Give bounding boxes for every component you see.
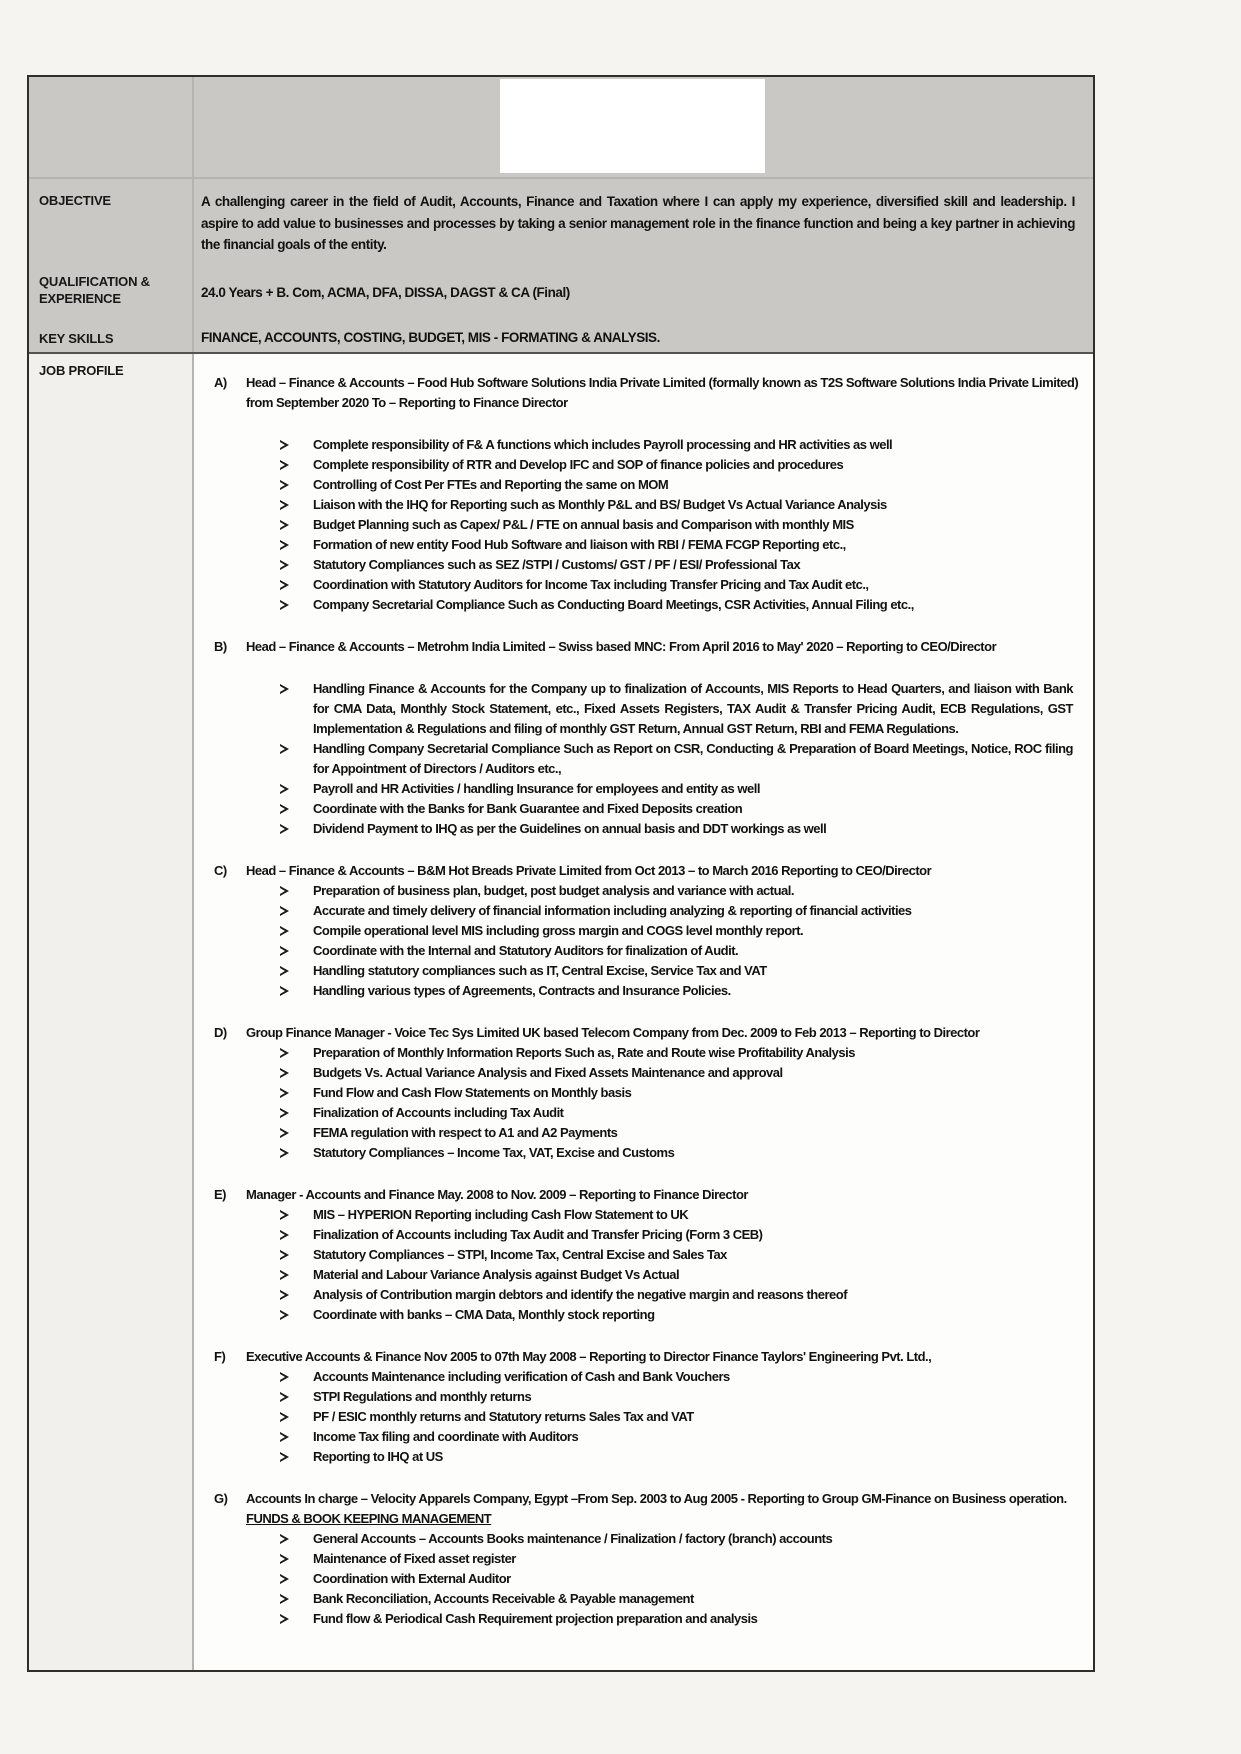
bullet-text: STPI Regulations and monthly returns <box>313 1389 532 1404</box>
bullet-text: Reporting to IHQ at US <box>313 1449 443 1464</box>
section-head <box>194 861 1093 881</box>
bullet-item <box>279 475 1093 495</box>
section-f <box>194 1347 1093 1467</box>
bullet-item <box>279 1083 1093 1103</box>
bullet-item <box>279 555 1093 575</box>
section-title: Head – Finance & Accounts – Metrohm India Limited – Swiss based MNC: From April 2016 to May' 2020 – Reporting to CEO/Director <box>246 639 997 654</box>
section-head <box>194 373 1093 413</box>
arrow-bullet-icon <box>279 455 313 475</box>
bullet-text: Handling various types of Agreements, Contracts and Insurance Policies. <box>313 983 731 998</box>
bullet-item <box>279 1225 1093 1245</box>
bullet-text: MIS – HYPERION Reporting including Cash Flow Statement to UK <box>313 1207 689 1222</box>
bullet-item <box>279 1529 1093 1549</box>
section-letter: C) <box>214 863 227 878</box>
arrow-bullet-icon <box>279 1305 313 1325</box>
section-letter: B) <box>214 639 227 654</box>
arrow-bullet-icon <box>279 941 313 961</box>
arrow-bullet-icon <box>279 1427 313 1447</box>
bullet-item <box>279 1043 1093 1063</box>
arrow-bullet-icon <box>279 1143 313 1163</box>
bullet-text: Coordinate with banks – CMA Data, Monthly stock reporting <box>313 1307 655 1322</box>
bullet-item <box>279 779 1093 799</box>
arrow-bullet-icon <box>279 535 313 555</box>
header-content-cell <box>192 77 1093 177</box>
arrow-bullet-icon <box>279 799 313 819</box>
bullet-text: Preparation of business plan, budget, post budget analysis and variance with actual. <box>313 883 794 898</box>
bullet-item <box>279 1063 1093 1083</box>
bullet-list <box>279 881 1093 1001</box>
section-head <box>194 637 1093 657</box>
job-profile-label: JOB PROFILE <box>39 363 124 378</box>
arrow-bullet-icon <box>279 961 313 981</box>
bullet-item <box>279 981 1093 1001</box>
bullet-item <box>279 901 1093 921</box>
bullet-item <box>279 1367 1093 1387</box>
bullet-item <box>279 1407 1093 1427</box>
bullet-list <box>279 1529 1093 1629</box>
objective-text: A challenging career in the field of Audit, Accounts, Finance and Taxation where I can apply my experience, diversified skill and leadership. I aspire to add value to businesses and processes by taking a senior management role in the finance function and being a key partner in achieving the financial goals of the entity. <box>201 194 1075 252</box>
section-subheading: FUNDS & BOOK KEEPING MANAGEMENT <box>246 1511 492 1526</box>
section-title: Executive Accounts & Finance Nov 2005 to 07th May 2008 – Reporting to Director Finance Taylors' Engineering Pvt. Ltd., <box>246 1349 932 1364</box>
bullet-list <box>279 1367 1093 1467</box>
arrow-bullet-icon <box>279 1569 313 1589</box>
arrow-bullet-icon <box>279 475 313 495</box>
arrow-bullet-icon <box>279 1285 313 1305</box>
bullet-text: Complete responsibility of RTR and Develop IFC and SOP of finance policies and procedures <box>313 457 844 472</box>
bullet-item <box>279 739 1093 779</box>
arrow-bullet-icon <box>279 1367 313 1387</box>
bullet-text: Statutory Compliances such as SEZ /STPI / Customs/ GST / PF / ESI/ Professional Tax <box>313 557 801 572</box>
key-skills-label: KEY SKILLS <box>39 331 114 346</box>
bullet-item <box>279 961 1093 981</box>
bullet-item <box>279 1123 1093 1143</box>
arrow-bullet-icon <box>279 1387 313 1407</box>
section-head <box>194 1489 1093 1509</box>
bullet-text: Accurate and timely delivery of financial information including analyzing & reporting of financial activities <box>313 903 912 918</box>
arrow-bullet-icon <box>279 679 313 739</box>
bullet-item <box>279 819 1093 839</box>
section-title: Accounts In charge – Velocity Apparels Company, Egypt –From Sep. 2003 to Aug 2005 - Reporting to Group GM-Finance on Business operation. <box>246 1491 1067 1506</box>
arrow-bullet-icon <box>279 1589 313 1609</box>
bullet-item <box>279 595 1093 615</box>
bullet-item <box>279 1609 1093 1629</box>
arrow-bullet-icon <box>279 515 313 535</box>
section-d <box>194 1023 1093 1163</box>
arrow-bullet-icon <box>279 555 313 575</box>
bullet-text: Statutory Compliances – Income Tax, VAT, Excise and Customs <box>313 1145 675 1160</box>
bullet-text: FEMA regulation with respect to A1 and A2 Payments <box>313 1125 618 1140</box>
bullet-item <box>279 435 1093 455</box>
bullet-item <box>279 455 1093 475</box>
arrow-bullet-icon <box>279 901 313 921</box>
section-head <box>194 1185 1093 1205</box>
resume-document-table <box>27 75 1095 1672</box>
job-profile-content-cell <box>192 354 1093 1670</box>
bullet-text: Coordinate with the Banks for Bank Guarantee and Fixed Deposits creation <box>313 801 743 816</box>
bullet-text: Statutory Compliances – STPI, Income Tax, Central Excise and Sales Tax <box>313 1247 727 1262</box>
arrow-bullet-icon <box>279 779 313 799</box>
arrow-bullet-icon <box>279 595 313 615</box>
bullet-item <box>279 1285 1093 1305</box>
bullet-item <box>279 495 1093 515</box>
info-content-cell <box>192 179 1093 352</box>
section-title: Head – Finance & Accounts – B&M Hot Breads Private Limited from Oct 2013 – to March 2016 Reporting to CEO/Director <box>246 863 932 878</box>
arrow-bullet-icon <box>279 435 313 455</box>
bullet-text: Coordination with External Auditor <box>313 1571 511 1586</box>
arrow-bullet-icon <box>279 1549 313 1569</box>
arrow-bullet-icon <box>279 1063 313 1083</box>
bullet-item <box>279 1245 1093 1265</box>
bullet-item <box>279 1103 1093 1123</box>
bullet-item <box>279 535 1093 555</box>
arrow-bullet-icon <box>279 1529 313 1549</box>
bullet-text: Dividend Payment to IHQ as per the Guidelines on annual basis and DDT workings as well <box>313 821 827 836</box>
bullet-item <box>279 1265 1093 1285</box>
section-g <box>194 1489 1093 1629</box>
bullet-text: Finalization of Accounts including Tax Audit and Transfer Pricing (Form 3 CEB) <box>313 1227 763 1242</box>
bullet-item <box>279 575 1093 595</box>
bullet-item <box>279 1305 1093 1325</box>
key-skills-text: FINANCE, ACCOUNTS, COSTING, BUDGET, MIS - FORMATING & ANALYSIS. <box>201 330 660 345</box>
arrow-bullet-icon <box>279 1407 313 1427</box>
bullet-item <box>279 1569 1093 1589</box>
section-a <box>194 373 1093 615</box>
redacted-name-box <box>500 79 765 173</box>
arrow-bullet-icon <box>279 1083 313 1103</box>
section-head <box>194 1023 1093 1043</box>
bullet-text: PF / ESIC monthly returns and Statutory returns Sales Tax and VAT <box>313 1409 694 1424</box>
info-labels-cell <box>29 179 192 352</box>
bullet-item <box>279 941 1093 961</box>
section-letter: A) <box>214 375 227 390</box>
arrow-bullet-icon <box>279 1103 313 1123</box>
bullet-text: Formation of new entity Food Hub Software and liaison with RBI / FEMA FCGP Reporting etc., <box>313 537 846 552</box>
bullet-item <box>279 1549 1093 1569</box>
bullet-item <box>279 881 1093 901</box>
bullet-text: Budget Planning such as Capex/ P&L / FTE on annual basis and Comparison with monthly MIS <box>313 517 854 532</box>
section-c <box>194 861 1093 1001</box>
section-head <box>194 1347 1093 1367</box>
bullet-text: Handling Company Secretarial Compliance Such as Report on CSR, Conducting & Preparation of Board Meetings, Notice, ROC filing for Appointment of Directors / Auditors etc., <box>313 741 1073 776</box>
bullet-item <box>279 1589 1093 1609</box>
bullet-list <box>279 1205 1093 1325</box>
bullet-text: Company Secretarial Compliance Such as Conducting Board Meetings, CSR Activities, Annual Filing etc., <box>313 597 914 612</box>
bullet-text: Payroll and HR Activities / handling Insurance for employees and entity as well <box>313 781 760 796</box>
arrow-bullet-icon <box>279 739 313 779</box>
bullet-item <box>279 679 1093 739</box>
arrow-bullet-icon <box>279 575 313 595</box>
bullet-text: Fund Flow and Cash Flow Statements on Monthly basis <box>313 1085 632 1100</box>
arrow-bullet-icon <box>279 495 313 515</box>
arrow-bullet-icon <box>279 881 313 901</box>
bullet-text: Preparation of Monthly Information Reports Such as, Rate and Route wise Profitability Analysis <box>313 1045 855 1060</box>
arrow-bullet-icon <box>279 819 313 839</box>
bullet-item <box>279 1447 1093 1467</box>
arrow-bullet-icon <box>279 981 313 1001</box>
section-title: Head – Finance & Accounts – Food Hub Software Solutions India Private Limited (formally known as T2S Software Solutions India Private Limited) from September 2020 To – Reporting to Finance Director <box>246 375 1079 410</box>
section-title: Manager - Accounts and Finance May. 2008 to Nov. 2009 – Reporting to Finance Director <box>246 1187 748 1202</box>
bullet-text: Accounts Maintenance including verification of Cash and Bank Vouchers <box>313 1369 730 1384</box>
qualification-label: QUALIFICATION & EXPERIENCE <box>39 274 150 306</box>
section-letter: E) <box>214 1187 226 1202</box>
arrow-bullet-icon <box>279 1265 313 1285</box>
bullet-text: Controlling of Cost Per FTEs and Reporting the same on MOM <box>313 477 669 492</box>
bullet-text: Coordinate with the Internal and Statutory Auditors for finalization of Audit. <box>313 943 739 958</box>
section-e <box>194 1185 1093 1325</box>
bullet-text: Material and Labour Variance Analysis against Budget Vs Actual <box>313 1267 680 1282</box>
section-letter: G) <box>214 1491 228 1506</box>
bullet-text: Income Tax filing and coordinate with Auditors <box>313 1429 579 1444</box>
bullet-text: Coordination with Statutory Auditors for Income Tax including Transfer Pricing and Tax Audit etc., <box>313 577 869 592</box>
header-row <box>29 77 1093 177</box>
bullet-text: Handling statutory compliances such as IT, Central Excise, Service Tax and VAT <box>313 963 767 978</box>
bullet-text: Complete responsibility of F& A functions which includes Payroll processing and HR activities as well <box>313 437 893 452</box>
bullet-item <box>279 1427 1093 1447</box>
section-b <box>194 637 1093 839</box>
qualification-text: 24.0 Years + B. Com, ACMA, DFA, DISSA, DAGST & CA (Final) <box>201 284 570 300</box>
arrow-bullet-icon <box>279 1043 313 1063</box>
job-profile-label-cell <box>29 354 192 1670</box>
bullet-text: Liaison with the IHQ for Reporting such as Monthly P&L and BS/ Budget Vs Actual Variance Analysis <box>313 497 887 512</box>
bullet-text: Finalization of Accounts including Tax Audit <box>313 1105 564 1120</box>
bullet-item <box>279 1387 1093 1407</box>
section-title: Group Finance Manager - Voice Tec Sys Limited UK based Telecom Company from Dec. 2009 to Feb 2013 – Reporting to Director <box>246 1025 980 1040</box>
bullet-list <box>279 679 1093 839</box>
arrow-bullet-icon <box>279 1225 313 1245</box>
bullet-text: General Accounts – Accounts Books maintenance / Finalization / factory (branch) accounts <box>313 1531 833 1546</box>
arrow-bullet-icon <box>279 1205 313 1225</box>
header-left-cell <box>29 77 192 177</box>
bullet-item <box>279 921 1093 941</box>
section-letter: F) <box>214 1349 226 1364</box>
bullet-item <box>279 799 1093 819</box>
bullet-item <box>279 1205 1093 1225</box>
section-letter: D) <box>214 1025 227 1040</box>
arrow-bullet-icon <box>279 1123 313 1143</box>
info-row <box>29 177 1093 352</box>
bullet-item <box>279 515 1093 535</box>
objective-label: OBJECTIVE <box>39 193 111 208</box>
arrow-bullet-icon <box>279 921 313 941</box>
bullet-list <box>279 1043 1093 1163</box>
job-profile-row <box>29 352 1093 1670</box>
bullet-text: Budgets Vs. Actual Variance Analysis and Fixed Assets Maintenance and approval <box>313 1065 783 1080</box>
bullet-text: Handling Finance & Accounts for the Company up to finalization of Accounts, MIS Reports to Head Quarters, and liaison with Bank for CMA Data, Monthly Stock Statement, etc., Fixed Assets Registers, TAX Audit & Transfer Pricing Audit, ECB Regulations, GST Implementation & Regulations and filing of monthly GST Return, Annual GST Return, RBI and FEMA Regulations. <box>313 681 1073 736</box>
bullet-text: Bank Reconciliation, Accounts Receivable & Payable management <box>313 1591 694 1606</box>
arrow-bullet-icon <box>279 1609 313 1629</box>
arrow-bullet-icon <box>279 1245 313 1265</box>
bullet-list <box>279 435 1093 615</box>
bullet-text: Maintenance of Fixed asset register <box>313 1551 516 1566</box>
bullet-text: Analysis of Contribution margin debtors and identify the negative margin and reasons thereof <box>313 1287 848 1302</box>
bullet-item <box>279 1143 1093 1163</box>
bullet-text: Fund flow & Periodical Cash Requirement projection preparation and analysis <box>313 1611 758 1626</box>
arrow-bullet-icon <box>279 1447 313 1467</box>
bullet-text: Compile operational level MIS including gross margin and COGS level monthly report. <box>313 923 804 938</box>
